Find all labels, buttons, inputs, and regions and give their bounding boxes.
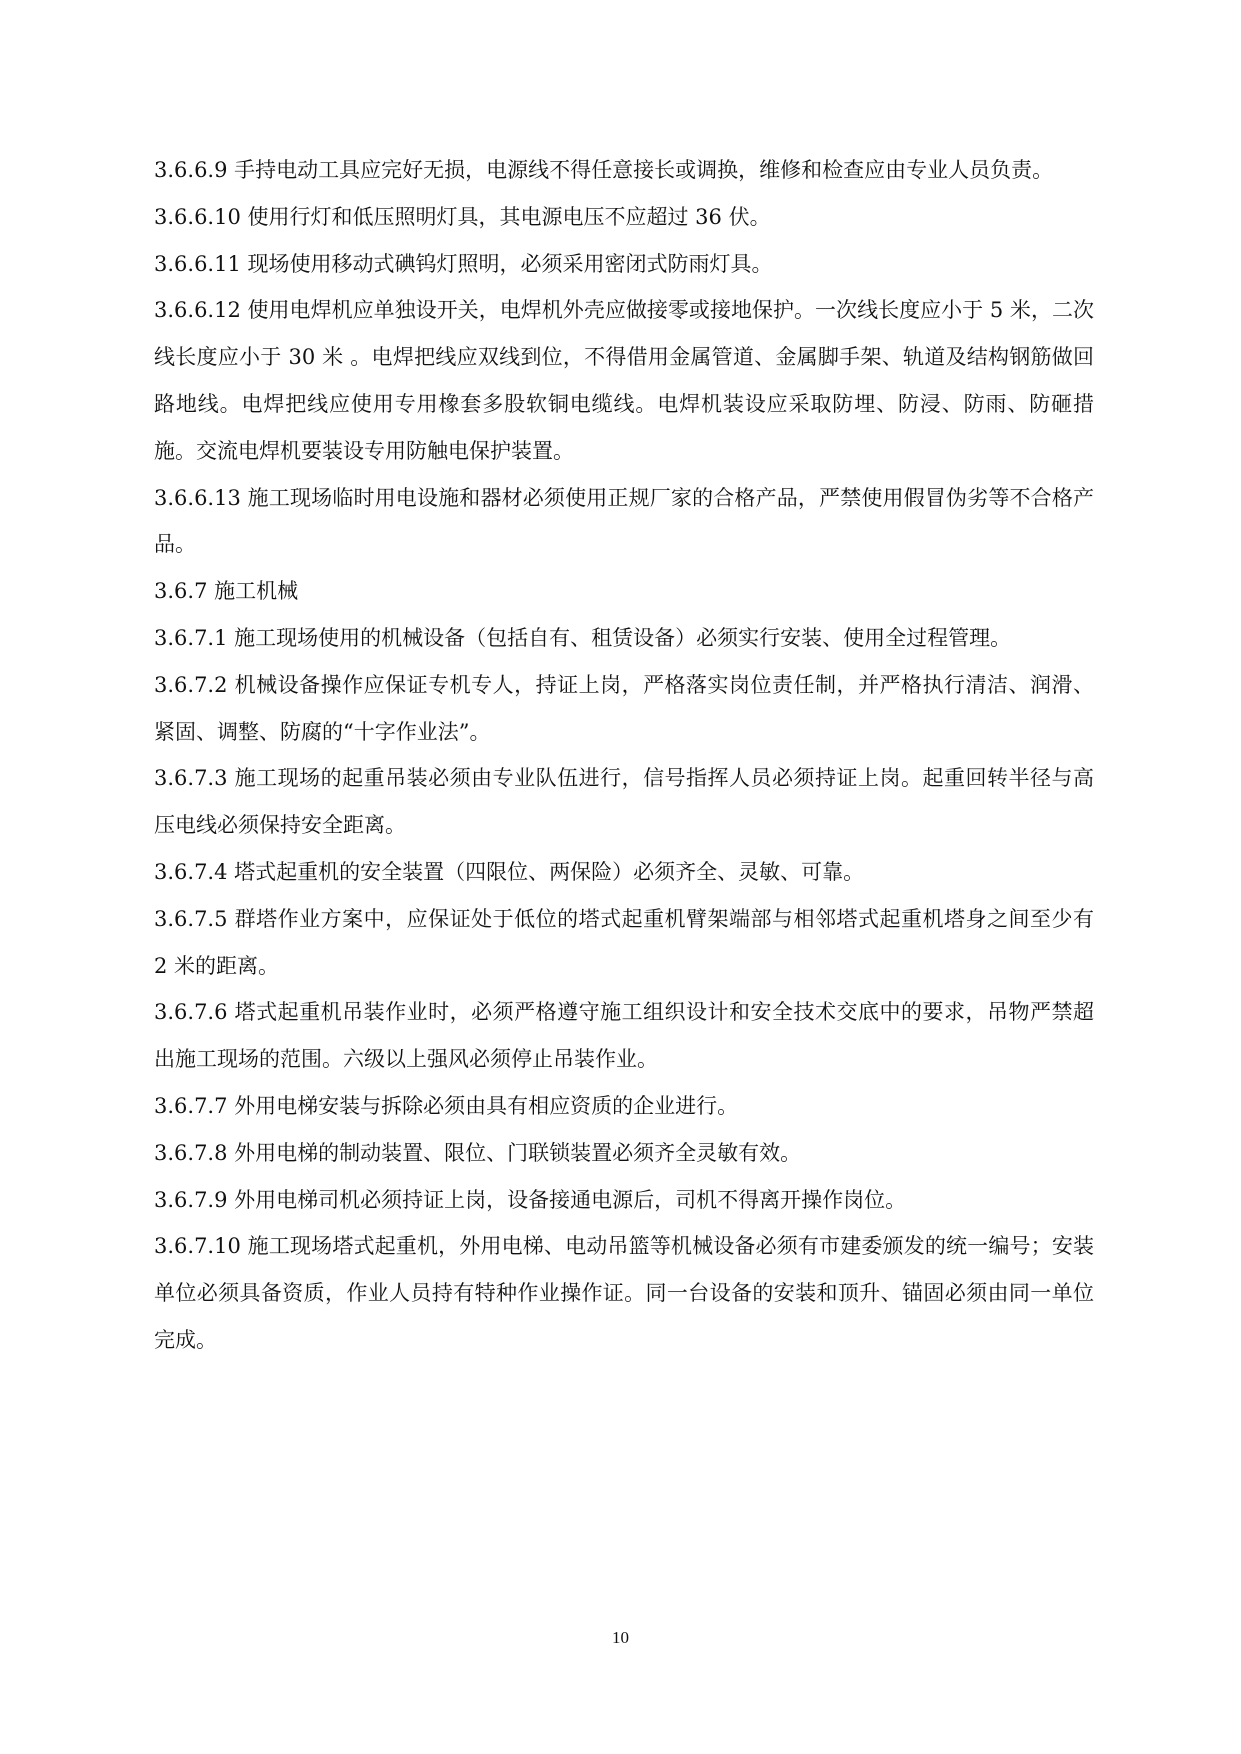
- paragraph-3-6-7-8: 3.6.7.8 外用电梯的制动装置、限位、门联锁装置必须齐全灵敏有效。: [154, 1140, 802, 1165]
- paragraph-3-6-7-4: 3.6.7.4 塔式起重机的安全装置（四限位、两保险）必须齐全、灵敏、可靠。: [154, 859, 865, 884]
- paragraph-3-6-7-3: 3.6.7.3 施工现场的起重吊装必须由专业队伍进行，信号指挥人员必须持证上岗。起重回转半径与高压电线必须保持安全距离。: [154, 766, 1094, 838]
- paragraph-3-6-7-1: 3.6.7.1 施工现场使用的机械设备（包括自有、租赁设备）必须实行安装、使用全过程管理。: [154, 625, 1012, 650]
- paragraph-3-6-7-10: 3.6.7.10 施工现场塔式起重机，外用电梯、电动吊篮等机械设备必须有市建委颁发的统一编号；安装单位必须具备资质，作业人员持有特种作业操作证。同一台设备的安装和顶升、锚固必须由同一单位完成。: [154, 1234, 1094, 1352]
- paragraph-3-6-6-13: 3.6.6.13 施工现场临时用电设施和器材必须使用正规厂家的合格产品，严禁使用假冒伪劣等不合格产品。: [154, 485, 1094, 557]
- paragraph-3-6-7-7: 3.6.7.7 外用电梯安装与拆除必须由具有相应资质的企业进行。: [154, 1093, 739, 1118]
- paragraph-3-6-7-2: 3.6.7.2 机械设备操作应保证专机专人，持证上岗，严格落实岗位责任制，并严格执行清洁、润滑、紧固、调整、防腐的“十字作业法”。: [154, 672, 1094, 744]
- paragraph-3-6-6-12: 3.6.6.12 使用电焊机应单独设开关，电焊机外壳应做接零或接地保护。一次线长度应小于 5 米，二次线长度应小于 30 米 。电焊把线应双线到位，不得借用金属管道、金属脚手架、轨道及结构钢筋做回路地线。电焊把线应使用专用橡套多股软铜电缆线。电焊机装设应采取防埋、防浸、防雨、防砸措施。交流电焊机要装设专用防触电保护装置。: [154, 298, 1094, 463]
- document-body: [154, 147, 1094, 1364]
- paragraph-3-6-7-5: 3.6.7.5 群塔作业方案中，应保证处于低位的塔式起重机臂架端部与相邻塔式起重机塔身之间至少有 2 米的距离。: [154, 906, 1094, 978]
- paragraph-3-6-7-6: 3.6.7.6 塔式起重机吊装作业时，必须严格遵守施工组织设计和安全技术交底中的要求，吊物严禁超出施工现场的范围。六级以上强风必须停止吊装作业。: [154, 1000, 1094, 1072]
- paragraph-3-6-6-11: 3.6.6.11 现场使用移动式碘钨灯照明，必须采用密闭式防雨灯具。: [154, 251, 773, 276]
- section-heading-3-6-7: 3.6.7 施工机械: [154, 579, 299, 604]
- paragraph-3-6-6-9: 3.6.6.9 手持电动工具应完好无损，电源线不得任意接长或调换，维修和检查应由专业人员负责。: [154, 158, 1054, 182]
- paragraph-3-6-7-9: 3.6.7.9 外用电梯司机必须持证上岗，设备接通电源后，司机不得离开操作岗位。: [154, 1187, 907, 1212]
- paragraph-3-6-6-10: 3.6.6.10 使用行灯和低压照明灯具，其电源电压不应超过 36 伏。: [154, 204, 771, 229]
- page-number: 10: [612, 1628, 629, 1647]
